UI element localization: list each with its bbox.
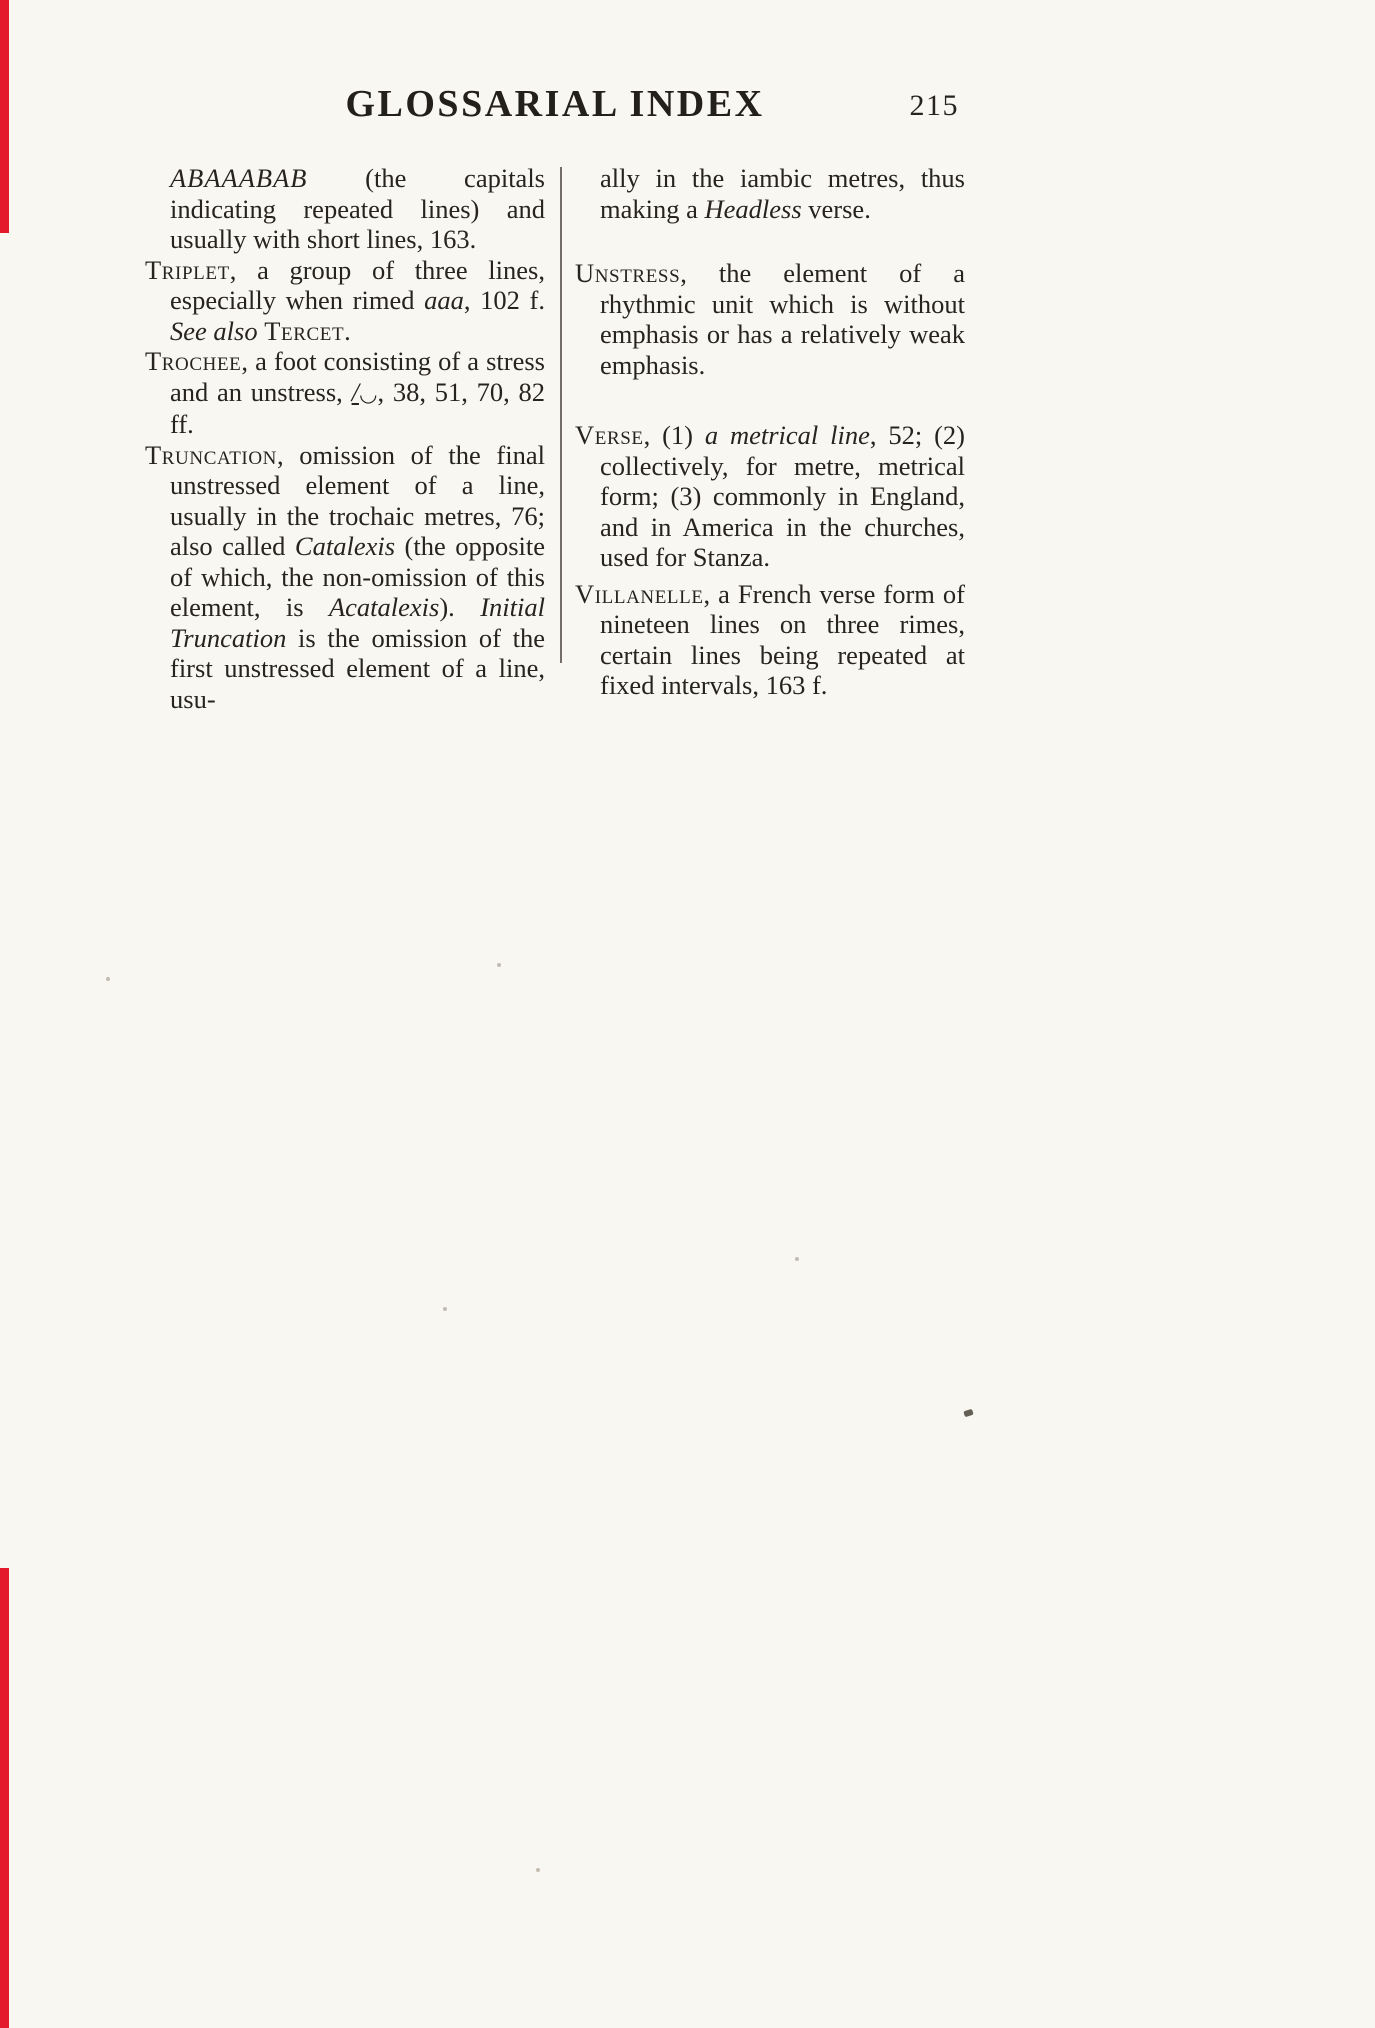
- text-run: , omission of the final unstressed element of a line, usually in the trochaic metres, 76; also called: [170, 439, 545, 561]
- text-run: Unstress: [575, 258, 681, 288]
- text-run: , a French verse form of nineteen lines on three rimes, certain lines being repeated at fixed intervals, 163 f.: [600, 578, 965, 700]
- page-title: GLOSSARIAL INDEX: [345, 83, 765, 125]
- text-run: aaa: [424, 285, 464, 315]
- text-run: (the capitals indicating repeated lines) and usually with short lines, 163.: [170, 163, 545, 254]
- scan-mark: [963, 1409, 973, 1417]
- glossary-content: [145, 163, 965, 714]
- text-run: ally in the iambic metres, thus making a: [600, 163, 965, 224]
- scan-speck: [795, 1257, 799, 1261]
- entry-villanelle: [575, 579, 965, 701]
- text-run: a metrical line: [704, 420, 870, 450]
- text-run: ).: [439, 592, 481, 622]
- entry-truncation: [145, 440, 545, 715]
- text-run: , the element of a rhythmic unit which is without emphasis or has a relatively weak emphasis.: [600, 258, 965, 380]
- text-run: Villanelle: [575, 578, 704, 609]
- text-run: Catalexis: [294, 531, 396, 561]
- entry-abaaabab-continuation: [145, 163, 545, 255]
- metrical-breve-symbol: ◡: [358, 380, 378, 406]
- scan-speck: [106, 977, 110, 981]
- scan-red-stripe-top: [0, 0, 9, 233]
- text-run: See also: [170, 315, 265, 346]
- text-run: is the omission of the first unstressed element of a line, usu-: [170, 622, 545, 714]
- text-run: , 102 f.: [463, 285, 545, 315]
- text-run: , a foot consisting of a stress and an unstress,: [170, 346, 545, 407]
- column-left: [145, 163, 545, 714]
- entry-truncation-continuation: [575, 163, 965, 224]
- metrical-stress-symbol: /: [351, 376, 359, 407]
- text-run: Trochee: [145, 346, 242, 376]
- text-run: Initial Truncation: [170, 592, 545, 653]
- text-run: , (1): [643, 420, 705, 450]
- text-run: , 52; (2) collectively, for metre, metrical form; (3) commonly in England, and in America in the churches, used for Stanza.: [600, 420, 965, 572]
- scan-speck: [536, 1868, 540, 1872]
- scan-red-stripe-bottom: [0, 1568, 9, 2028]
- entry-unstress: [575, 258, 965, 380]
- page-header: [145, 82, 965, 132]
- text-run: Verse: [575, 420, 644, 450]
- scan-speck: [443, 1307, 447, 1311]
- scan-speck: [497, 963, 501, 967]
- text-run: Tercet: [264, 315, 345, 346]
- entry-trochee: [145, 346, 545, 440]
- text-run: (the opposite of which, the non-omission of this element, is: [170, 531, 545, 622]
- text-run: verse.: [801, 193, 871, 224]
- text-run: Triplet: [145, 254, 230, 285]
- column-right: [575, 163, 965, 714]
- text-run: ABAAABAB: [170, 163, 308, 193]
- text-run: , 38, 51, 70, 82 ff.: [170, 376, 545, 439]
- column-divider-rule: [560, 167, 562, 663]
- text-run: , a group of three lines, especially when rimed: [170, 254, 545, 315]
- entry-triplet: [145, 255, 545, 347]
- text-run: Truncation: [145, 439, 277, 470]
- page-number: 215: [909, 89, 959, 122]
- text-run: .: [344, 315, 351, 346]
- entry-verse: [575, 420, 965, 573]
- text-run: Acatalexis: [328, 592, 440, 622]
- text-run: Headless: [704, 193, 802, 224]
